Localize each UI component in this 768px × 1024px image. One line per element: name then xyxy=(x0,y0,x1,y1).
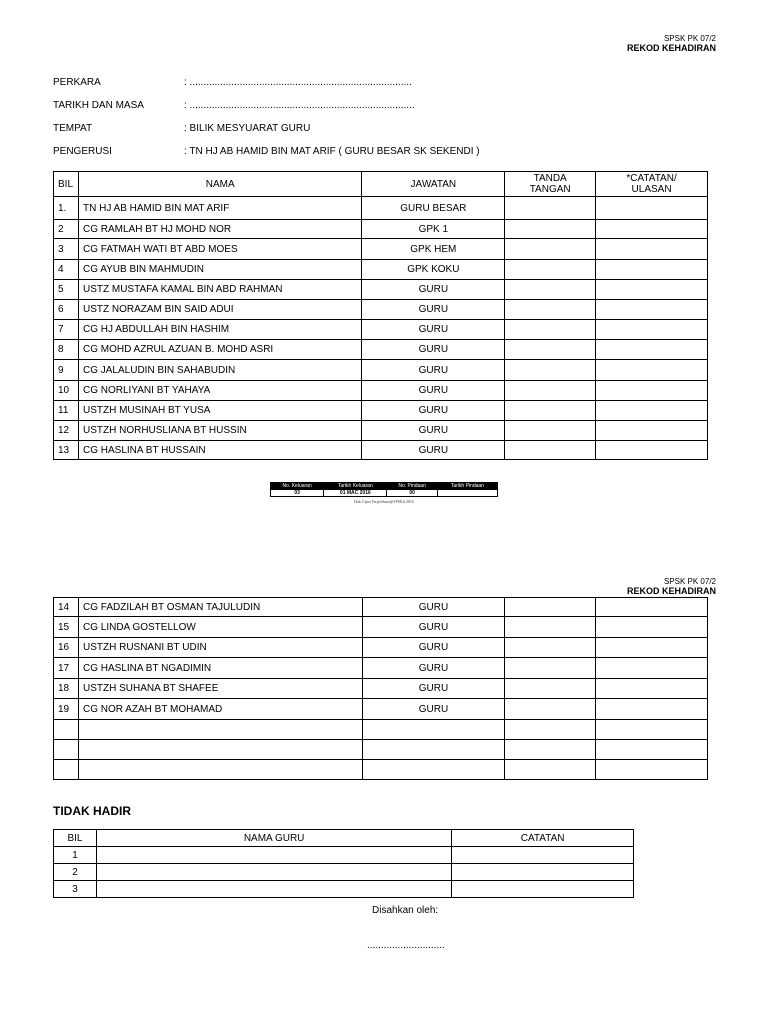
attendance-bil: 10 xyxy=(54,381,79,401)
attendance-bil: 1. xyxy=(54,197,79,220)
attendance-jawatan xyxy=(362,760,505,780)
attendance-catatan-cell xyxy=(596,720,708,740)
field-value-tempat: : BILIK MESYUARAT GURU xyxy=(184,123,311,134)
attendance-bil xyxy=(54,740,79,760)
attendance-tanda-tangan-cell xyxy=(505,340,596,360)
attendance-catatan-cell xyxy=(596,197,708,220)
attendance-nama: CG MOHD AZRUL AZUAN B. MOHD ASRI xyxy=(78,340,361,360)
attendance-catatan-cell xyxy=(596,381,708,401)
approval-label: Disahkan oleh: xyxy=(372,905,439,916)
attendance-jawatan: GPK 1 xyxy=(362,220,505,239)
attendance-catatan-cell xyxy=(596,760,708,780)
table-row xyxy=(54,617,708,638)
absent-col-header-catatan: CATATAN xyxy=(452,830,634,847)
attendance-jawatan: GURU xyxy=(362,340,505,360)
table-row xyxy=(54,280,708,300)
attendance-jawatan: GURU xyxy=(362,699,505,720)
col-header-catatan: *CATATAN/ ULASAN xyxy=(596,172,708,197)
field-label-pengerusi: PENGERUSI xyxy=(53,146,112,157)
attendance-jawatan: GURU xyxy=(362,280,505,300)
field-value-tarikh: : ................................................................................. xyxy=(184,100,415,111)
table-row xyxy=(54,220,708,239)
attendance-catatan-cell xyxy=(596,360,708,381)
attendance-tanda-tangan-cell xyxy=(505,699,596,720)
footer-header-tarikh-keluaran: Tarikh Keluaran xyxy=(324,483,387,490)
attendance-bil: 14 xyxy=(54,598,79,617)
table-row xyxy=(54,881,634,898)
field-label-perkara: PERKARA xyxy=(53,77,101,88)
attendance-nama: CG FADZILAH BT OSMAN TAJULUDIN xyxy=(78,598,362,617)
attendance-tanda-tangan-cell xyxy=(505,740,596,760)
attendance-catatan-cell xyxy=(596,280,708,300)
attendance-catatan-cell xyxy=(596,300,708,320)
attendance-nama: TN HJ AB HAMID BIN MAT ARIF xyxy=(78,197,361,220)
attendance-catatan-cell xyxy=(596,658,708,679)
col-header-bil: BIL xyxy=(54,172,79,197)
attendance-bil: 12 xyxy=(54,421,79,441)
table-row xyxy=(54,847,634,864)
attendance-bil: 15 xyxy=(54,617,79,638)
attendance-jawatan: GURU xyxy=(362,421,505,441)
absent-col-header-nama: NAMA GURU xyxy=(96,830,451,847)
attendance-jawatan: GURU BESAR xyxy=(362,197,505,220)
absent-bil: 3 xyxy=(54,881,97,898)
attendance-jawatan: GPK KOKU xyxy=(362,260,505,280)
attendance-jawatan: GURU xyxy=(362,360,505,381)
attendance-bil xyxy=(54,720,79,740)
attendance-nama: CG HASLINA BT NGADIMIN xyxy=(78,658,362,679)
attendance-bil: 8 xyxy=(54,340,79,360)
attendance-jawatan: GURU xyxy=(362,401,505,421)
attendance-catatan-cell xyxy=(596,638,708,658)
field-value-pengerusi: : TN HJ AB HAMID BIN MAT ARIF ( GURU BESAR SK SEKENDI ) xyxy=(184,146,480,157)
attendance-nama: USTZH SUHANA BT SHAFEE xyxy=(78,679,362,699)
attendance-nama: CG HJ ABDULLAH BIN HASHIM xyxy=(78,320,361,340)
table-row xyxy=(54,679,708,699)
attendance-bil: 7 xyxy=(54,320,79,340)
col-header-tanda-tangan: TANDA TANGAN xyxy=(505,172,596,197)
field-label-tempat: TEMPAT xyxy=(53,123,93,134)
attendance-jawatan: GURU xyxy=(362,381,505,401)
footer-header-no-keluaran: No. Keluaran xyxy=(271,483,324,490)
col-header-nama: NAMA xyxy=(78,172,361,197)
footer-header-tarikh-pindaan: Tarikh Pindaan xyxy=(437,483,497,490)
attendance-jawatan: GURU xyxy=(362,300,505,320)
attendance-bil: 6 xyxy=(54,300,79,320)
attendance-tanda-tangan-cell xyxy=(505,441,596,460)
attendance-jawatan: GURU xyxy=(362,638,505,658)
table-row xyxy=(54,320,708,340)
attendance-bil: 17 xyxy=(54,658,79,679)
attendance-jawatan: GURU xyxy=(362,320,505,340)
attendance-bil: 18 xyxy=(54,679,79,699)
form-title-page2: REKOD KEHADIRAN xyxy=(626,586,716,596)
attendance-bil: 2 xyxy=(54,220,79,239)
attendance-bil: 5 xyxy=(54,280,79,300)
form-code-page2: SPSK PK 07/2 xyxy=(663,577,716,586)
attendance-tanda-tangan-cell xyxy=(505,598,596,617)
attendance-nama xyxy=(78,760,362,780)
attendance-rows-page1 xyxy=(54,197,708,460)
attendance-tanda-tangan-cell xyxy=(505,658,596,679)
table-row xyxy=(54,760,708,780)
table-row xyxy=(54,740,708,760)
attendance-catatan-cell xyxy=(596,740,708,760)
attendance-bil xyxy=(54,760,79,780)
attendance-catatan-cell xyxy=(596,699,708,720)
table-row xyxy=(54,658,708,679)
attendance-catatan-cell xyxy=(596,617,708,638)
attendance-tanda-tangan-cell xyxy=(505,401,596,421)
absent-col-header-bil: BIL xyxy=(54,830,97,847)
table-row xyxy=(54,239,708,260)
absent-catatan-cell xyxy=(452,847,634,864)
attendance-tanda-tangan-cell xyxy=(505,421,596,441)
attendance-rows-page2 xyxy=(54,598,708,780)
attendance-nama xyxy=(78,720,362,740)
table-row xyxy=(54,340,708,360)
attendance-nama: CG FATMAH WATI BT ABD MOES xyxy=(78,239,361,260)
attendance-catatan-cell xyxy=(596,340,708,360)
absent-bil: 1 xyxy=(54,847,97,864)
table-row xyxy=(54,360,708,381)
attendance-tanda-tangan-cell xyxy=(505,760,596,780)
attendance-tanda-tangan-cell xyxy=(505,679,596,699)
attendance-nama: USTZH RUSNANI BT UDIN xyxy=(78,638,362,658)
attendance-nama xyxy=(78,740,362,760)
attendance-nama: USTZ NORAZAM BIN SAID ADUI xyxy=(78,300,361,320)
attendance-tanda-tangan-cell xyxy=(505,197,596,220)
footer-value-tarikh-keluaran: 01 MAC 2016 xyxy=(324,490,387,497)
attendance-catatan-cell xyxy=(596,260,708,280)
attendance-catatan-cell xyxy=(596,441,708,460)
absent-bil: 2 xyxy=(54,864,97,881)
attendance-catatan-cell xyxy=(596,239,708,260)
attendance-tanda-tangan-cell xyxy=(505,320,596,340)
attendance-nama: CG HASLINA BT HUSSAIN xyxy=(78,441,361,460)
form-title: REKOD KEHADIRAN xyxy=(626,43,716,53)
field-value-perkara: : ................................................................................ xyxy=(184,77,412,88)
absent-nama-cell xyxy=(96,864,451,881)
absent-nama-cell xyxy=(96,881,451,898)
table-row xyxy=(54,421,708,441)
attendance-nama: CG RAMLAH BT HJ MOHD NOR xyxy=(78,220,361,239)
field-label-tarikh: TARIKH DAN MASA xyxy=(53,100,144,111)
table-row xyxy=(54,381,708,401)
col-header-jawatan: JAWATAN xyxy=(362,172,505,197)
attendance-tanda-tangan-cell xyxy=(505,239,596,260)
attendance-table-page1 xyxy=(53,171,708,460)
footer-header-no-pindaan: No. Pindaan xyxy=(387,483,437,490)
table-row xyxy=(54,197,708,220)
attendance-table-page2 xyxy=(53,597,708,780)
attendance-tanda-tangan-cell xyxy=(505,300,596,320)
absent-section-title: TIDAK HADIR xyxy=(53,804,131,818)
attendance-jawatan: GURU xyxy=(362,679,505,699)
attendance-jawatan: GPK HEM xyxy=(362,239,505,260)
attendance-catatan-cell xyxy=(596,598,708,617)
attendance-tanda-tangan-cell xyxy=(505,220,596,239)
attendance-nama: USTZH MUSINAH BT YUSA xyxy=(78,401,361,421)
attendance-bil: 9 xyxy=(54,360,79,381)
attendance-nama: USTZ MUSTAFA KAMAL BIN ABD RAHMAN xyxy=(78,280,361,300)
absent-table xyxy=(53,829,634,898)
attendance-nama: CG JALALUDIN BIN SAHABUDIN xyxy=(78,360,361,381)
attendance-tanda-tangan-cell xyxy=(505,638,596,658)
attendance-tanda-tangan-cell xyxy=(505,720,596,740)
absent-nama-cell xyxy=(96,847,451,864)
attendance-catatan-cell xyxy=(596,220,708,239)
attendance-catatan-cell xyxy=(596,401,708,421)
footer-value-no-keluaran: 03 xyxy=(271,490,324,497)
form-code: SPSK PK 07/2 xyxy=(663,34,716,43)
attendance-nama: USTZH NORHUSLIANA BT HUSSIN xyxy=(78,421,361,441)
attendance-catatan-cell xyxy=(596,421,708,441)
attendance-bil: 3 xyxy=(54,239,79,260)
attendance-jawatan: GURU xyxy=(362,598,505,617)
attendance-jawatan xyxy=(362,720,505,740)
attendance-nama: CG NOR AZAH BT MOHAMAD xyxy=(78,699,362,720)
attendance-jawatan: GURU xyxy=(362,658,505,679)
table-row xyxy=(54,864,634,881)
table-row xyxy=(54,260,708,280)
attendance-catatan-cell xyxy=(596,320,708,340)
attendance-bil: 19 xyxy=(54,699,79,720)
footer-value-no-pindaan: 00 xyxy=(387,490,437,497)
attendance-jawatan: GURU xyxy=(362,617,505,638)
attendance-tanda-tangan-cell xyxy=(505,260,596,280)
footer-value-tarikh-pindaan xyxy=(437,490,497,497)
attendance-bil: 16 xyxy=(54,638,79,658)
table-row xyxy=(54,441,708,460)
copyright-notice: Hak Cipta Terpelihara@SPSKd 2016 xyxy=(354,499,414,504)
absent-catatan-cell xyxy=(452,881,634,898)
attendance-catatan-cell xyxy=(596,679,708,699)
table-row xyxy=(54,401,708,421)
table-row xyxy=(54,699,708,720)
absent-catatan-cell xyxy=(452,864,634,881)
attendance-nama: CG NORLIYANI BT YAHAYA xyxy=(78,381,361,401)
attendance-tanda-tangan-cell xyxy=(505,381,596,401)
attendance-bil: 13 xyxy=(54,441,79,460)
attendance-nama: CG AYUB BIN MAHMUDIN xyxy=(78,260,361,280)
attendance-tanda-tangan-cell xyxy=(505,360,596,381)
table-row xyxy=(54,720,708,740)
attendance-bil: 11 xyxy=(54,401,79,421)
table-row xyxy=(54,638,708,658)
attendance-jawatan: GURU xyxy=(362,441,505,460)
signature-line: ............................ xyxy=(367,940,445,951)
document-control-table xyxy=(270,482,498,497)
attendance-nama: CG LINDA GOSTELLOW xyxy=(78,617,362,638)
table-row xyxy=(54,598,708,617)
attendance-tanda-tangan-cell xyxy=(505,617,596,638)
attendance-jawatan xyxy=(362,740,505,760)
attendance-tanda-tangan-cell xyxy=(505,280,596,300)
table-row xyxy=(54,300,708,320)
attendance-bil: 4 xyxy=(54,260,79,280)
